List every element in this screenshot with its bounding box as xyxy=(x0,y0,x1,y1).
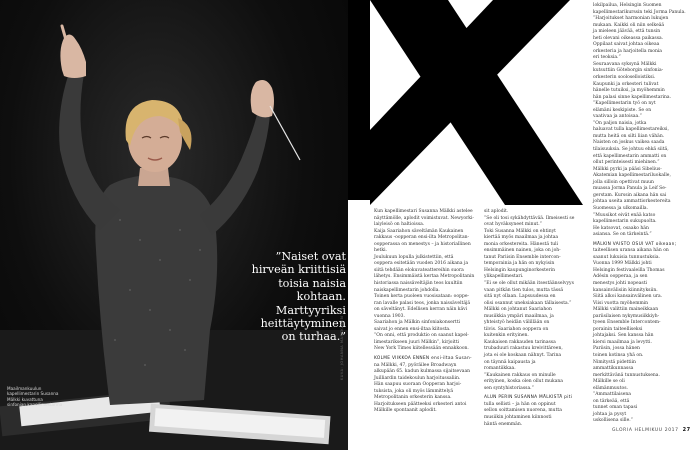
article-line: johtaa ja pysyt xyxy=(593,411,627,417)
article-line: jolla silloin opettivat muun xyxy=(593,179,654,185)
article-line: ALUN PERIN SUSANNA MÄLKISTÄ piti xyxy=(484,395,573,401)
article-line: trubaduuri rakastuu kreivittäreen, xyxy=(484,346,563,352)
pull-quote-line: Marttyyriksi xyxy=(275,303,346,317)
photo-credit: KUVA: JOHANNA MARKKANEN xyxy=(340,315,344,380)
article-line: hän palasi sinne kapellimestarina. xyxy=(593,94,672,100)
article-line: kapellimestarin sukupuolta. xyxy=(593,219,657,225)
article-line: tulla sellisti – ja hän on oppinut xyxy=(484,401,556,407)
article-line: ”Kaukainen rakkaus on minulle xyxy=(484,372,556,378)
pull-quote-line: toisia naisia xyxy=(278,276,346,290)
article-line: historiassa naissäveltäjän teos kuultiin xyxy=(374,281,463,287)
article-line: ”Se oli tosi sykähdyttävää. Ilmeisesti se xyxy=(484,215,575,221)
article-line: naiskapellimestarin johdolla. xyxy=(374,287,440,293)
page-footer xyxy=(612,427,691,433)
article-line: vuonna 1903. xyxy=(374,313,405,319)
article-line: Seuraavana syksynä Mälkki xyxy=(593,61,657,67)
page-number: 27 xyxy=(682,427,691,433)
article-line: johtajaksi. Sen kanssa hän xyxy=(593,333,654,339)
article-line: Naisten on joskus vaikea saada xyxy=(593,140,665,146)
article-column-2 xyxy=(484,209,584,437)
article-line: Mälkki pyrki ja pääsi Sibelius- xyxy=(593,166,662,172)
article-line: Saariahon ja Mälkin sinfoniakonsertti xyxy=(374,320,460,326)
article-line: yhteistyö heidän välillään on xyxy=(484,320,550,326)
pull-quote-line: kohtaan. xyxy=(296,290,346,304)
article-line: Helsingin festivaaleilla Thomas xyxy=(593,267,665,273)
article-line: ollut perinteisesti miehinen.” xyxy=(593,160,660,166)
article-line: sit aplodit. xyxy=(484,209,509,214)
article-line: temporainia ja hän on nykyisin xyxy=(484,261,555,267)
article-line: mukaan. Kaikki oli niin selkeää xyxy=(593,22,665,28)
article-line: tuksista, joka oli myös lämmittelyä xyxy=(374,388,454,394)
article-line: uskollisena sille.” xyxy=(593,418,633,424)
article-line: orkesteria ja harjoitella monia xyxy=(593,48,662,54)
article-line: ”On paljon naisia, jotka xyxy=(593,120,647,126)
article-line: Pariisin, jossa hänen xyxy=(593,346,640,352)
photo-caption: Maailmankuulun kapellimestarin Susanna Mälkki kuvattuna sinfonian kapellimestarina xyxy=(7,386,63,408)
article-line: vaan pitkän tien tulos, mutta tässä xyxy=(484,287,564,293)
article-line: Vuonna 1999 Mälkki johti xyxy=(593,261,652,267)
article-line: taiteellisen uransa aikana hän on xyxy=(593,248,669,254)
article-column-1 xyxy=(374,209,474,437)
article-line: Kaija Saariahon säveltämän Kaukainen xyxy=(374,228,464,234)
article-line: eri teoksia.” xyxy=(593,55,621,61)
article-line: ”On onni, että produktio on saanut kapel- xyxy=(374,333,469,339)
article-line: tyeen Ensemble Intercontem- xyxy=(593,320,661,326)
article-column-3 xyxy=(593,3,689,424)
article-line: elämänmuutos. xyxy=(593,385,628,391)
article-line: Mälkille se oli xyxy=(593,379,625,385)
article-line: häntä enemmän. xyxy=(484,421,523,427)
article-line: Joulukuun lopulla julkistettiin, että xyxy=(374,254,454,260)
article-line: kiertää myös maailmaa ja johtaa xyxy=(484,235,559,241)
magazine-name: GLORIA HELMIKUU 2017 xyxy=(612,428,679,433)
article-line: sen syntyhistoriassa.” xyxy=(484,385,534,391)
article-line: laiyleisö on haltioissa. xyxy=(374,222,425,228)
article-line: ”Ammattilaisena xyxy=(593,392,631,398)
article-line: hänelle tutuiksi, ja myöhemmin xyxy=(593,88,665,94)
article-line: olisi osannut uneksiakaan tällaisesta.” xyxy=(484,300,572,306)
article-line: ovat hyväksyneet minut.” xyxy=(484,222,542,228)
article-line: Suomessa ja ulkomailla. xyxy=(593,205,649,211)
pull-quote-line: heittäytyminen xyxy=(260,317,346,331)
article-line: vaativaa ja antoisaa.” xyxy=(593,114,642,120)
article-line: He katsovat, osaako hän xyxy=(593,225,649,231)
article-line: orkesterin sooloselloistiksi. xyxy=(593,75,656,81)
article-line: saanut lukuisia tunnustuksia. xyxy=(593,254,660,260)
article-line: KOLME VIIKKOA ENNEN ensi-iltaa Susan- xyxy=(374,356,472,362)
article-line: Mälkki on johtanut Saariahon xyxy=(484,307,552,313)
article-line: Adèsin oopperaa, ja sen xyxy=(593,274,648,280)
article-line: ”Kapellimestarin työ on nyt xyxy=(593,101,656,107)
article-line: Hän saapuu suoraan Oopperan harjoi- xyxy=(374,382,462,388)
pull-quote-line: ”Naiset ovat xyxy=(275,250,346,263)
article-line: näyttämölle, aplodit voimistuvat. Newyorki- xyxy=(374,215,474,221)
article-line: Helsingin kaupunginorkesterin xyxy=(484,267,556,273)
article-line: muassa Jorma Panula ja Leif Se- xyxy=(593,186,667,192)
article-line: Metropolitanin orkesterin kanssa. xyxy=(374,395,452,401)
article-line: Kun kapellimestari Susanna Mälkki astelee xyxy=(374,209,473,214)
article-line: ja mieleen jäävää, että tunsin xyxy=(593,29,661,35)
article-line: Mälkille spontaanit aplodit. xyxy=(374,408,437,414)
article-line: kuitenkin erityinen. xyxy=(484,333,529,339)
article-line: Juilliardin taidekoulun harjoitussaliin. xyxy=(374,375,461,381)
article-line: kansainvälisiin kiinnityksiin. xyxy=(593,287,658,293)
article-line: merkittävänä tunnustuksena. xyxy=(593,372,660,378)
article-line: Oppilaat saivat johtaa oikeaa xyxy=(593,42,660,48)
article-line: oopperassa on menestys – ja historiallinen xyxy=(374,241,471,247)
article-line: ”Muusikot eivät enää katso xyxy=(593,212,656,218)
article-line: menestys johti nopeasti xyxy=(593,280,647,286)
article-line: Toinen kerta puoleen vuosisataan: ooppe- xyxy=(374,294,470,300)
article-line: on täynnä kaipausta ja xyxy=(484,359,536,365)
article-line: gerstam. Kurssin aikana hän sai xyxy=(593,192,667,198)
article-line: haluavat tulla kapellimestareiksi, xyxy=(593,127,669,133)
article-line: johtaa useita ammattiorkestereita xyxy=(593,199,671,205)
article-line: sitä nyt ollaan. Lapsuudessa en xyxy=(484,294,556,300)
article-line: alkupään 65. kadun kulmassa sijaitsevaan xyxy=(374,369,471,375)
article-line: kiersi maailmaa ja levytti. xyxy=(593,339,652,345)
article-line: New York Times kiitellessään ennakkoon. xyxy=(374,346,469,352)
article-line: limestarikseen juuri Mälkin”, kirjoitti xyxy=(374,339,459,345)
article-line: Kaupunki ja orkesteri tulivat xyxy=(593,81,659,87)
pull-quote-line: on turhaa.” xyxy=(281,330,346,344)
article-line: tanut Pariisin Ensemble intercon- xyxy=(484,254,561,260)
article-line: tunnet oman tapasi xyxy=(593,405,638,411)
article-line: Mälkki valittiin maineikkaan xyxy=(593,307,659,313)
article-line: lokilpailua, Helsingin Suomen xyxy=(593,3,662,8)
article-line: ”Ei se ole ollut mikään itsestäänselvyys xyxy=(484,281,574,287)
pull-quote-line: hirveän kriittisiä xyxy=(251,263,346,277)
article-line: rakkaus -oopperan ensi-ilta Metropolitan- xyxy=(374,235,470,241)
article-line: monia orkestereita. Hänestä tuli xyxy=(484,241,559,247)
article-line: elämäni keskipiste. Se on xyxy=(593,107,652,113)
article-line: siitä tehdään elokuvateattereihin suora xyxy=(374,267,464,273)
article-line: porainin taiteelliseksi xyxy=(593,326,643,332)
article-line: lähetys. Ensimmäistä kertaa Metropolitanin xyxy=(374,274,475,280)
article-line: sellon soittamisen nuorena, mutta xyxy=(484,408,562,414)
article-line: Kaukaisen rakkauden tarinassa xyxy=(484,339,556,345)
article-line: heti olevani oikeassa paikassa. xyxy=(593,35,664,41)
article-line: toinen kotinsa yhä on. xyxy=(593,352,644,358)
article-line: saivat jo ennen ensi-iltaa kiitosta. xyxy=(374,326,451,332)
article-line: MÄLKIN VAISTO OSUI VAT oikeaan; xyxy=(593,241,677,247)
article-line: na Mälkki, 47, pyöräilee Broadwayn xyxy=(374,362,457,368)
article-line: asiansa. Se on tärkeintä.” xyxy=(593,232,652,238)
article-line: hetki. xyxy=(374,248,387,254)
pull-quote xyxy=(222,250,346,344)
article-line: pariisilaisen nykymusiikkiyh- xyxy=(593,313,660,319)
article-line: Viisi vuotta myöhemmin xyxy=(593,300,649,306)
article-line: ammattikunnassa xyxy=(593,366,634,372)
article-line: Toki Susanna Mälkki on ehtinyt xyxy=(484,228,556,234)
article-line: ran lavalle palasi teos, jonka naissäveltäjä xyxy=(374,300,471,306)
article-line: tilaisuuksia. Se johtuu ehkä siitä, xyxy=(593,147,669,153)
article-line: ”Harjoitukset harmonian lukujen xyxy=(593,16,669,22)
article-line: romantiikkaa. xyxy=(484,366,516,372)
article-line: että kapellimestarin ammatti on xyxy=(593,153,667,159)
article-line: Harjoitukseen päätteeksi orkesteri antoi xyxy=(374,401,467,407)
article-line: on tärkeää, että xyxy=(593,398,630,404)
article-line: kapellimestarikurssin teki Jorma Panula. xyxy=(593,9,686,15)
article-line: Akatemian kapellimestariluokalle, xyxy=(593,173,671,179)
article-line: kutsuttiin Göteborgin sinfonia- xyxy=(593,68,664,74)
article-line: tiivis. Saariahon ooppera on xyxy=(484,326,549,332)
article-line: ooppera esitetään vuoden 2016 aikana ja xyxy=(374,261,469,267)
article-line: jota ei ole koskaan nähnyt. Tarina xyxy=(484,353,562,359)
article-line: erityinen, koska olen ollut mukana xyxy=(484,379,563,385)
article-line: Siitä alkoi kansainvälinen ura. xyxy=(593,294,663,300)
article-line: Nimitystä pidettiin xyxy=(593,359,636,365)
article-line: ensimmäinen nainen, joka on joh- xyxy=(484,248,561,254)
article-line: musiikin johtaminen kiinnosti xyxy=(484,414,552,420)
article-line: ylikapellimestari. xyxy=(484,274,524,280)
article-line: mutta heitä on silti liian vähän. xyxy=(593,133,665,139)
article-line: musiikkia ympäri maailmaa, ja xyxy=(484,313,554,319)
article-line: on säveltänyt. Edellisen kerran näin kävi xyxy=(374,307,468,313)
